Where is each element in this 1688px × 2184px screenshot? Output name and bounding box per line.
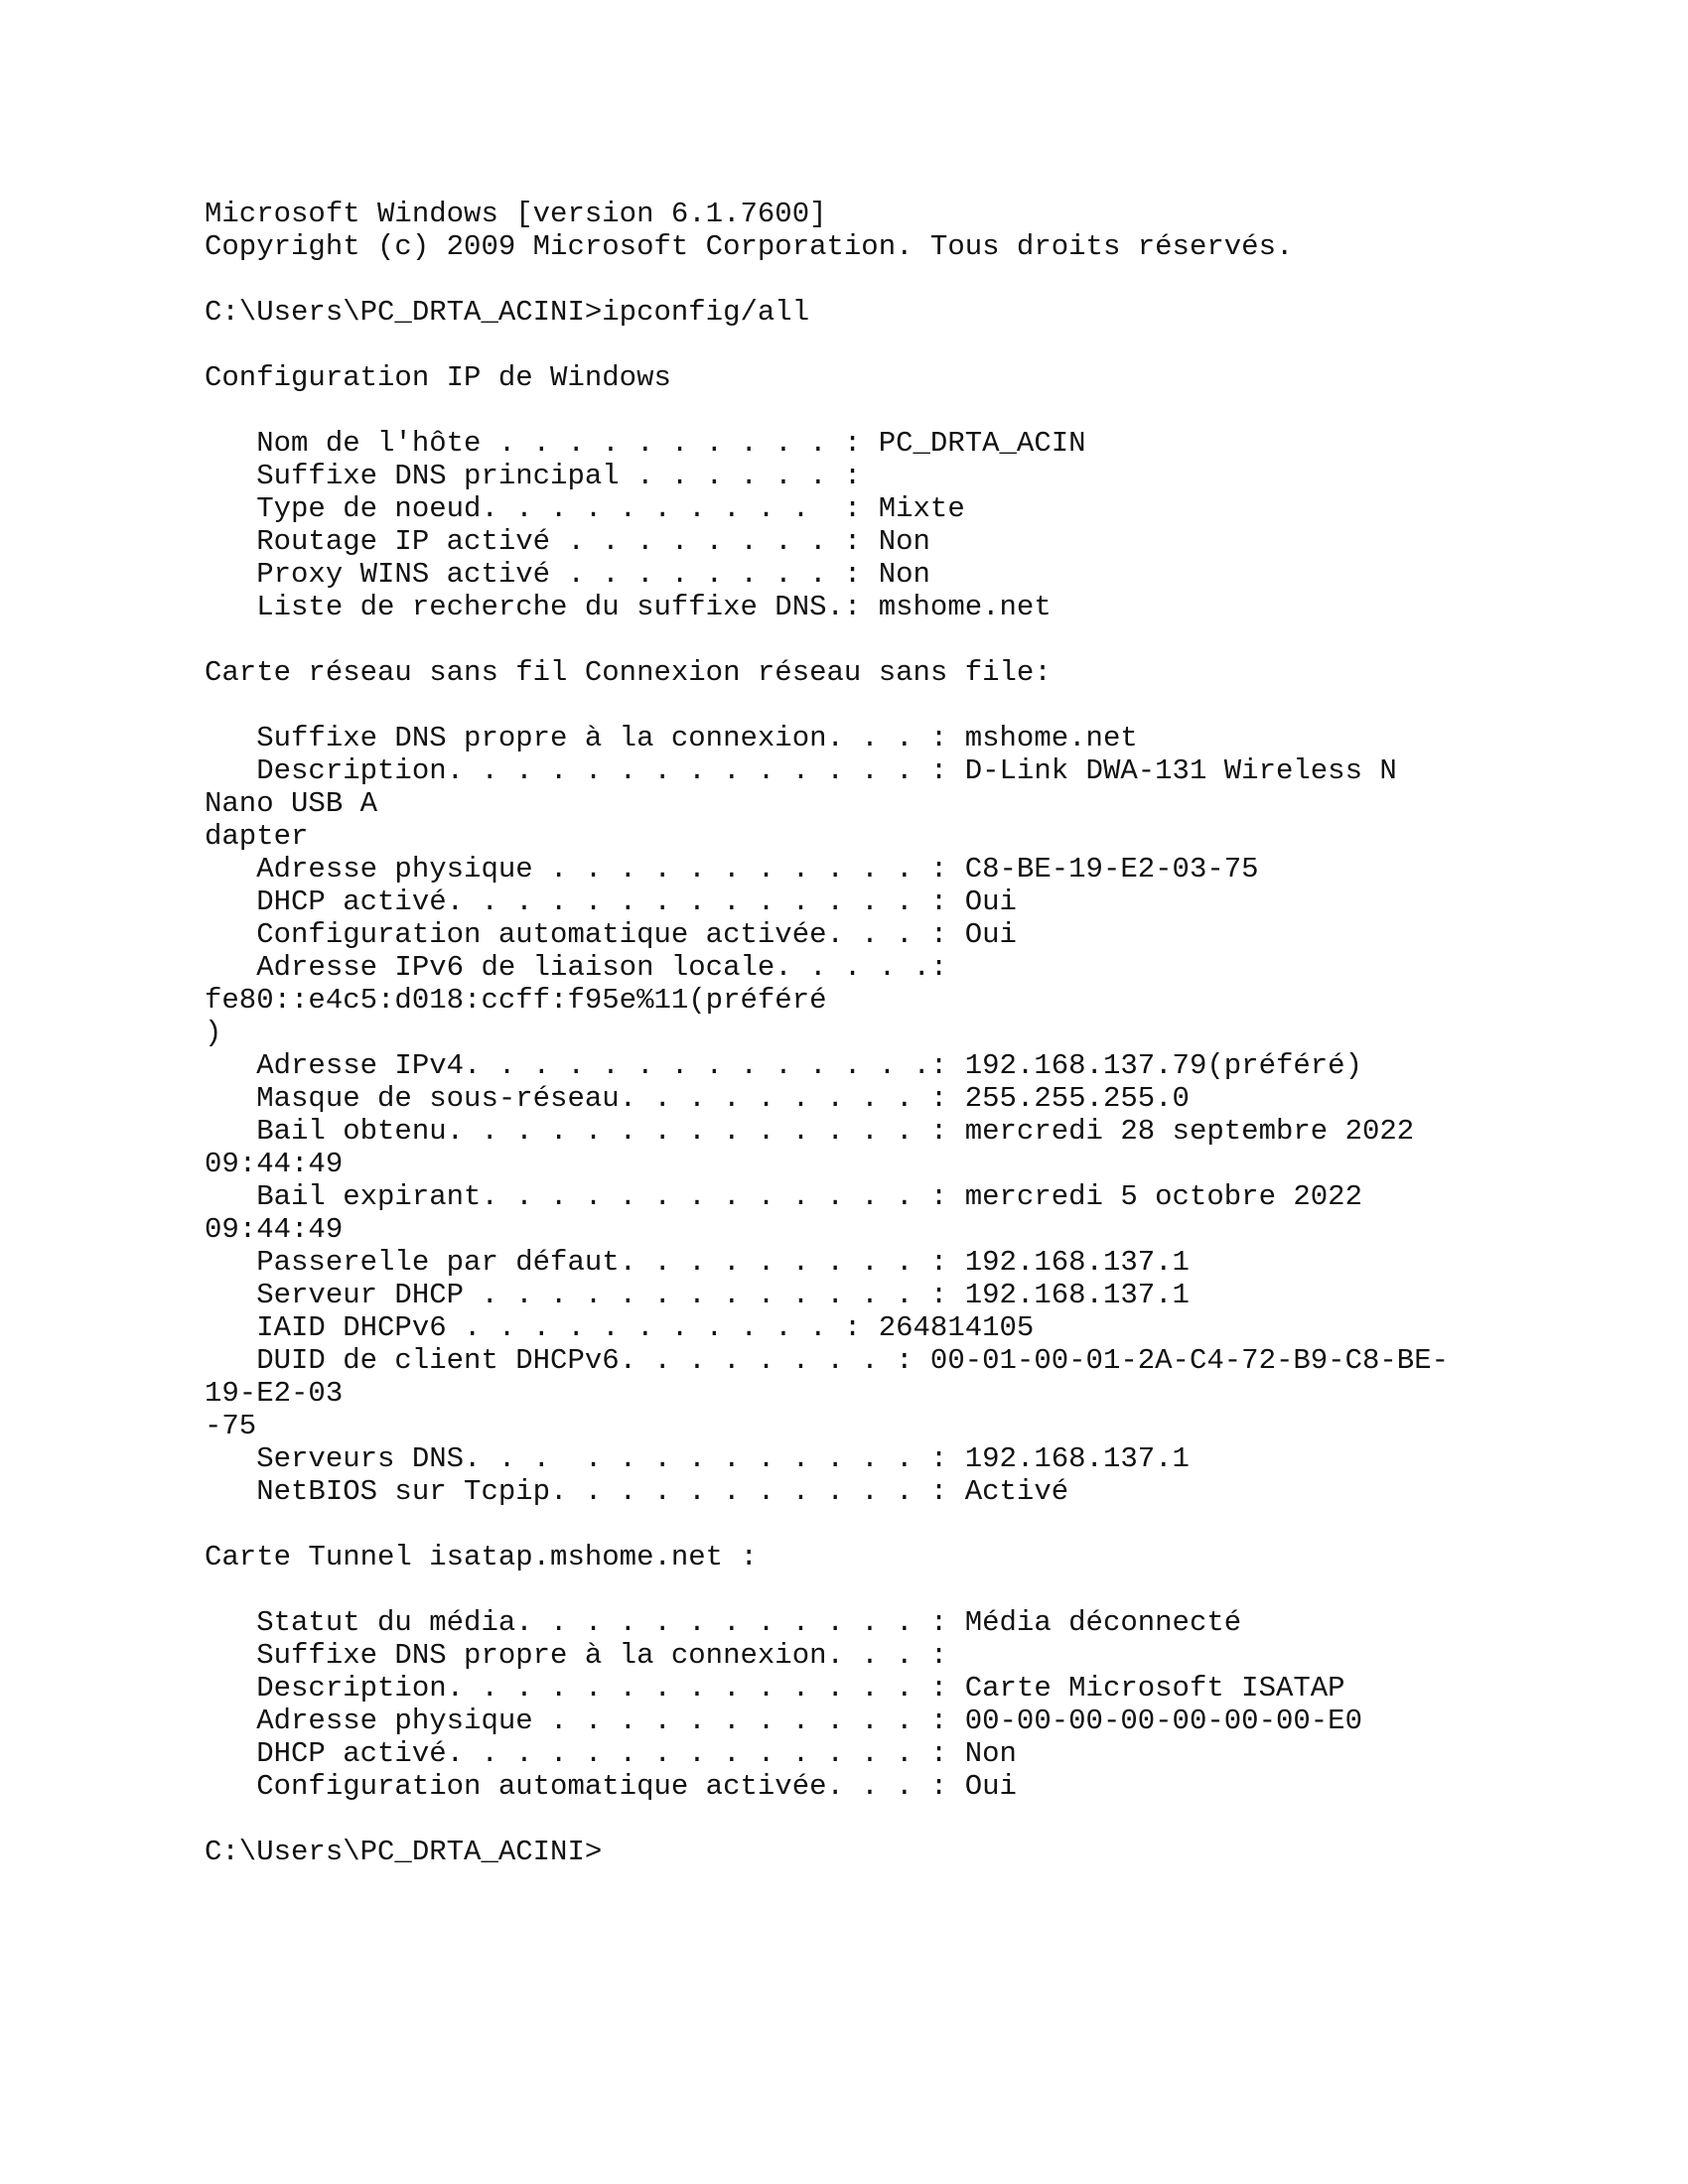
dns-servers-line: Serveurs DNS. . . . . . . . . . . . . : 192.168.137.1	[205, 1442, 1190, 1475]
dhcp-server-line: Serveur DHCP . . . . . . . . . . . . . : 192.168.137.1	[205, 1279, 1190, 1311]
description-line: Description. . . . . . . . . . . . . . : D-Link DWA-131 Wireless N	[205, 754, 1397, 787]
section-heading-tunnel-adapter: Carte Tunnel isatap.mshome.net :	[205, 1541, 758, 1573]
dhcpv6-duid-wrap-line: -75	[205, 1410, 257, 1442]
ipv6-wrap-line: )	[205, 1017, 222, 1049]
ip-routing-line: Routage IP activé . . . . . . . . : Non	[205, 525, 930, 558]
wins-proxy-line: Proxy WINS activé . . . . . . . . : Non	[205, 558, 930, 591]
dhcp-enabled-line: DHCP activé. . . . . . . . . . . . . . : Non	[205, 1737, 1017, 1770]
blank-line	[205, 1508, 1595, 1541]
blank-line	[205, 329, 1595, 361]
ipv6-value-line: fe80::e4c5:d018:ccff:f95e%11(préféré	[205, 984, 827, 1017]
blank-line	[205, 689, 1595, 722]
dns-search-list-line: Liste de recherche du suffixe DNS.: mshome.net	[205, 591, 1052, 623]
autoconfig-line: Configuration automatique activée. . . : Oui	[205, 1770, 1017, 1803]
section-heading-wireless-adapter: Carte réseau sans fil Connexion réseau sans file:	[205, 656, 1052, 689]
node-type-line: Type de noeud. . . . . . . . . . : Mixte	[205, 492, 965, 525]
host-name-line: Nom de l'hôte . . . . . . . . . . : PC_DRTA_ACIN	[205, 427, 1086, 460]
media-state-line: Statut du média. . . . . . . . . . . . : Média déconnecté	[205, 1606, 1242, 1639]
blank-line	[205, 394, 1595, 427]
description-wrap-line: dapter	[205, 820, 309, 853]
subnet-mask-line: Masque de sous-réseau. . . . . . . . . : 255.255.255.0	[205, 1082, 1190, 1115]
section-heading-windows-ip: Configuration IP de Windows	[205, 361, 671, 394]
lease-expires-time-line: 09:44:49	[205, 1213, 344, 1246]
blank-line	[205, 623, 1595, 656]
version-line: Microsoft Windows [version 6.1.7600]	[205, 198, 827, 230]
dhcpv6-iaid-line: IAID DHCPv6 . . . . . . . . . . . : 264814105	[205, 1311, 1035, 1344]
connection-dns-suffix-line: Suffixe DNS propre à la connexion. . . :	[205, 1639, 948, 1672]
default-gateway-line: Passerelle par défaut. . . . . . . . . : 192.168.137.1	[205, 1246, 1190, 1279]
ipv6-link-local-line: Adresse IPv6 de liaison locale. . . . .:	[205, 951, 948, 984]
blank-line	[205, 1803, 1595, 1836]
copyright-line: Copyright (c) 2009 Microsoft Corporation. Tous droits réservés.	[205, 230, 1294, 263]
description-line: Description. . . . . . . . . . . . . . : Carte Microsoft ISATAP	[205, 1672, 1345, 1705]
dhcp-enabled-line: DHCP activé. . . . . . . . . . . . . . : Oui	[205, 886, 1017, 918]
lease-expires-line: Bail expirant. . . . . . . . . . . . . : mercredi 5 octobre 2022	[205, 1180, 1362, 1213]
dhcpv6-duid-line: DUID de client DHCPv6. . . . . . . . : 00-01-00-01-2A-C4-72-B9-C8-BE-	[205, 1344, 1450, 1377]
physical-address-line: Adresse physique . . . . . . . . . . . : C8-BE-19-E2-03-75	[205, 853, 1259, 886]
description-wrap-line: Nano USB A	[205, 787, 378, 820]
dhcpv6-duid-wrap-line: 19-E2-03	[205, 1377, 344, 1410]
netbios-line: NetBIOS sur Tcpip. . . . . . . . . . . : Activé	[205, 1475, 1069, 1508]
primary-dns-suffix-line: Suffixe DNS principal . . . . . . :	[205, 460, 862, 492]
autoconfig-line: Configuration automatique activée. . . : Oui	[205, 918, 1017, 951]
lease-obtained-line: Bail obtenu. . . . . . . . . . . . . . : mercredi 28 septembre 2022	[205, 1115, 1415, 1148]
blank-line	[205, 1573, 1595, 1606]
console-transcript	[205, 198, 1595, 1868]
blank-line	[205, 263, 1595, 296]
connection-dns-suffix-line: Suffixe DNS propre à la connexion. . . : mshome.net	[205, 722, 1138, 754]
ipv4-address-line: Adresse IPv4. . . . . . . . . . . . . .: 192.168.137.79(préféré)	[205, 1049, 1362, 1082]
lease-obtained-time-line: 09:44:49	[205, 1148, 344, 1180]
physical-address-line: Adresse physique . . . . . . . . . . . : 00-00-00-00-00-00-00-E0	[205, 1705, 1362, 1737]
final-prompt-line: C:\Users\PC_DRTA_ACINI>	[205, 1836, 603, 1868]
command-prompt-line: C:\Users\PC_DRTA_ACINI>ipconfig/all	[205, 296, 810, 329]
